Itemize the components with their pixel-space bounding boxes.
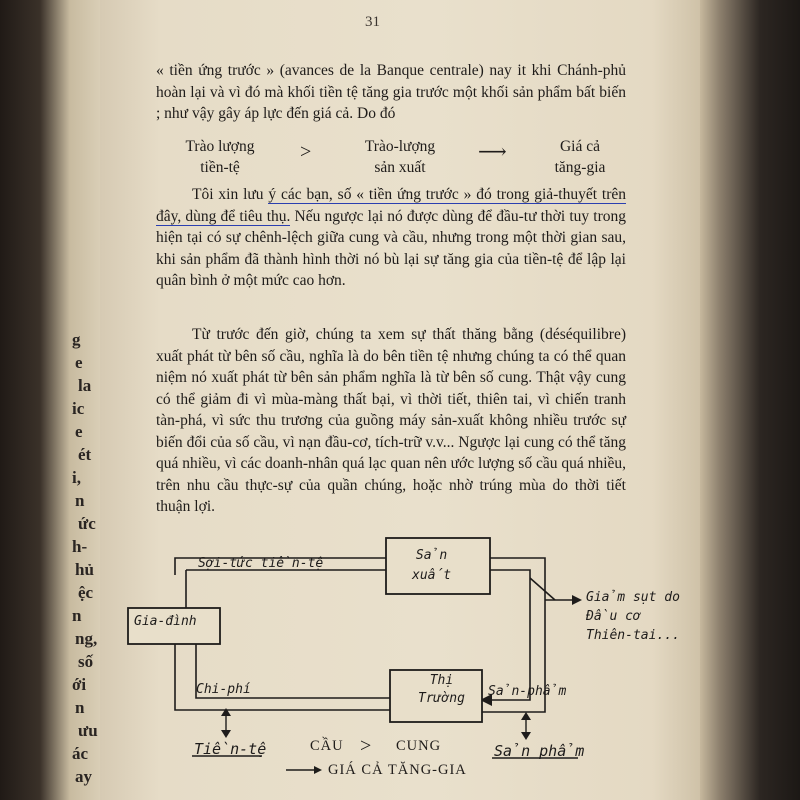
adjacent-page-fragment: n [75, 491, 85, 510]
adjacent-page-fragment: ác [72, 744, 89, 763]
adjacent-page-fragment: n [72, 606, 82, 625]
paragraph-2-rest: Nếu ngược lại nó được dùng để đầu-tư thời tuy trong hiện tại có sự chênh-lệch giữa cung và cầu, nhưng trong một thời gian sau, khi sản phẩm đã thành hình thời nó bù lại sự tăng gia của tiền-tệ để lập lại quân bình ở một mức cao hơn. [156, 207, 626, 289]
greater-than-bottom-arrow: > [360, 735, 372, 757]
label-production: Sản xuất [412, 548, 452, 583]
page-number: 31 [365, 14, 380, 30]
paragraph-3-text: Từ trước đến giờ, chúng ta xem sự thất thăng bằng (déséquilibre) xuất phát từ bên số cầu, nghĩa là do bên tiền tệ nhưng chúng ta có thể quan niệm nó xuất phát từ bên sản phẩm nghĩa là từ bên số cung. Thật vậy cung có thể giảm đi vì mùa-màng thất bại, vì thời tiết, thiên tai, vì chiến tranh tàn-phá, vì sức thu trương của guồng máy sản-xuất không nhiều trước sự biến đổi của số cầu, vì nạn đầu-cơ, tích-trữ v.v... Ngược lại cung có thể tăng quá nhiều, vì các doanh-nhân quá lạc quan nên ước lượng số cầu quá nhiều, trên nhu cầu thực-sự của quần chúng, hoặc nhờ trúng mùa do thời tiết thuận lợi. [156, 326, 626, 515]
flow-item-money [170, 136, 270, 178]
adjacent-page-fragment: h- [72, 537, 88, 556]
adjacent-page-fragment: ay [75, 767, 92, 786]
book-page [100, 0, 700, 800]
label-products-bottom: Sản phẩm [494, 742, 585, 760]
adjacent-page-fragment: ng, [75, 629, 98, 648]
label-demand: CẦU [310, 738, 344, 754]
adjacent-page-fragment: e [75, 353, 83, 372]
products-line [480, 578, 530, 700]
adjacent-page-fragment: hủ [75, 560, 94, 579]
economic-flow-diagram [100, 530, 700, 800]
label-money: Tiền-tệ [194, 740, 267, 758]
underlined-passage: ý các bạn, số « tiền ứng trước » đó trong giả-thuyết trên đây, dùng để tiêu thụ. [156, 186, 627, 225]
label-expense: Chi-phí [196, 682, 251, 697]
loop-top-right [490, 558, 545, 576]
label-household: Gia-đình [134, 614, 197, 629]
adjacent-page-fragment: i, [72, 468, 81, 487]
adjacent-page-fragment: ét [78, 445, 92, 464]
label-market: Thị Trường [418, 673, 465, 706]
flow-item-production-line1: Trào-lượng [364, 138, 436, 155]
adjacent-page-fragment: số [78, 652, 94, 671]
paragraph-1-text: « tiền ứng trước » (avances de la Banque centrale) nay it khi Chánh-phủ hoàn lại và vì đó mà khối tiền tệ tăng gia trước một khối sản phẩm bất biến ; như vậy gây áp lực đến giá cả. Do đó [156, 62, 626, 122]
label-price-increase: GIÁ CẢ TĂNG-GIA [328, 762, 467, 778]
adjacent-page-fragment: n [75, 698, 85, 717]
paragraph-3 [156, 324, 626, 518]
paragraph-1 [156, 60, 626, 125]
label-products: Sản-phẩm [488, 684, 567, 699]
income-line-right [490, 570, 530, 578]
adjacent-page-fragment: ới [72, 675, 87, 694]
adjacent-page-fragment: ệc [78, 583, 94, 602]
arrow-to-decline-icon [572, 595, 582, 605]
flow-item-production [340, 136, 460, 178]
adjacent-page-fragment: g [72, 330, 81, 349]
flow-item-prices-line2: tăng-gia [554, 159, 606, 176]
flow-item-prices-line1: Giá cả [559, 138, 600, 155]
flow-item-money-line1: Trào lượng [185, 138, 255, 155]
label-income: Sợi-tức tiền-tệ [198, 556, 324, 571]
flow-item-prices [530, 136, 630, 178]
greater-than-arrow: > [300, 141, 312, 163]
flow-item-production-line2: sản xuất [374, 159, 426, 176]
loop-bottom-left [175, 642, 390, 710]
label-decline: Giảm sụt do Đầu cơ Thiên-tai... [586, 590, 680, 643]
adjacent-page-fragment: la [78, 376, 92, 395]
dark-background-strip [700, 0, 800, 800]
adjacent-page-fragment: ic [72, 399, 85, 418]
paragraph-2-lead: Tôi xin lưu [192, 186, 269, 203]
label-supply: CUNG [396, 738, 442, 754]
paragraph-2-text [156, 184, 626, 292]
adjacent-page-fragment: ưu [78, 721, 98, 740]
flow-relation [160, 136, 630, 182]
paragraph-2 [156, 184, 626, 292]
flow-item-money-line2: tiền-tệ [200, 159, 240, 176]
adjacent-page-fragment: ức [78, 514, 96, 533]
right-arrow-icon: ⟶ [478, 141, 507, 163]
adjacent-page-strip [0, 0, 100, 800]
adjacent-page-fragment: e [75, 422, 83, 441]
